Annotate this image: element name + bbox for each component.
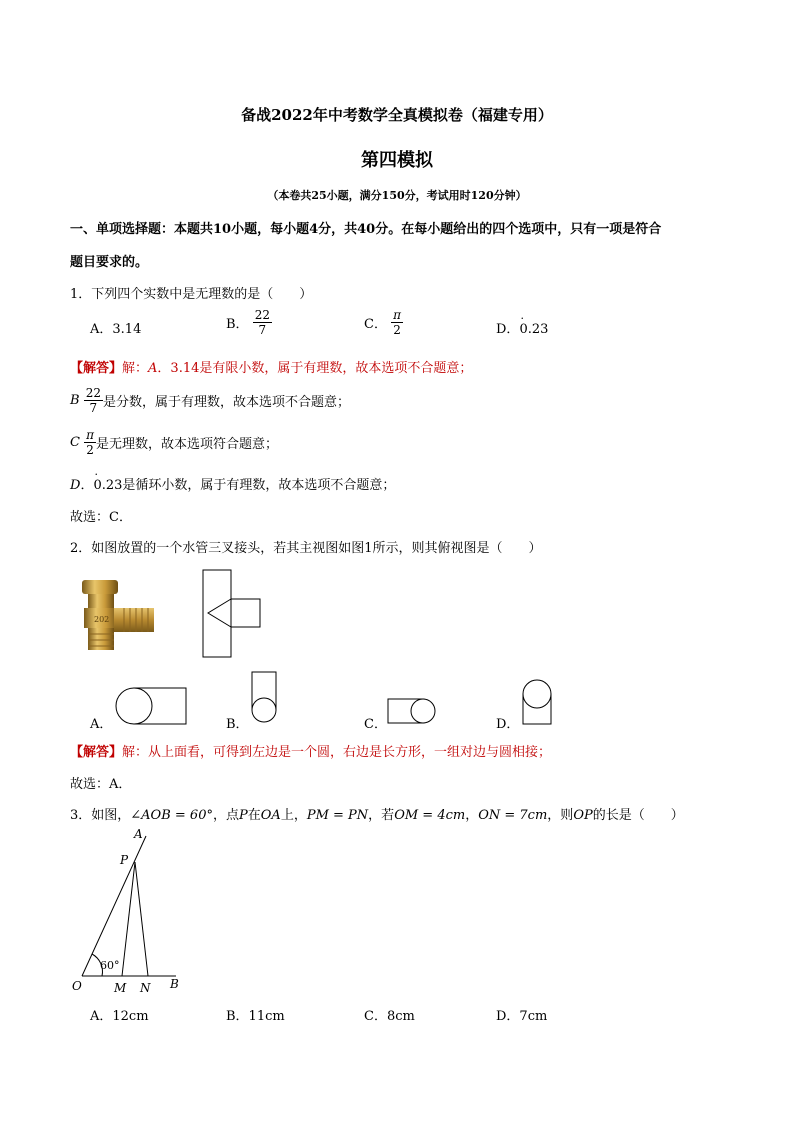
q1-option-c-fraction: [391, 308, 403, 337]
q2-option-a-figure: [114, 686, 190, 728]
q1-answer-c-text: 是无理数，故本选项符合题意；: [95, 437, 278, 452]
q3-stem-oa: OA: [260, 808, 281, 823]
q2-stem: 2．如图放置的一个水管三叉接头，若其主视图如图1所示，则其俯视图是（ ）: [70, 541, 542, 556]
q3-stem-part4: 上，: [280, 808, 307, 823]
q1-answer-b-fraction: [84, 386, 103, 415]
q1-answer-c-letter: C: [70, 435, 80, 450]
q3-stem-part5: ，若: [368, 808, 395, 823]
q1-option-d-label: D．: [496, 322, 520, 337]
q1-answer-b-text: 是分数，属于有理数，故本选项不合题意；: [102, 395, 350, 410]
q3-option-c: C．8cm: [364, 1009, 415, 1024]
label-m: M: [114, 981, 127, 995]
q1-answer-c-den: 2: [86, 443, 94, 457]
q1-answer-b-den: 7: [89, 401, 98, 415]
q2-front-view-figure: [200, 569, 264, 661]
q1-option-c-den: 2: [393, 323, 401, 337]
q2-option-c-figure: [386, 696, 438, 726]
section-heading-line1: 一、单项选择题：本题共10小题，每小题4分，共40分。在每小题给出的四个选项中，只有一项是符合: [70, 222, 662, 237]
q1-answer-d-value: · 0.23: [93, 478, 122, 493]
q2-option-b-label: B．: [226, 717, 249, 732]
q1-option-d: [496, 318, 548, 337]
q2-option-c-label: C．: [364, 717, 387, 732]
exam-note: （本卷共25小题，满分150分，考试用时120分钟）: [267, 189, 527, 202]
label-p: P: [120, 853, 129, 867]
q3-stem-eq2: OM = 4cm: [394, 808, 466, 823]
section-heading-line2: 题目要求的。: [70, 255, 149, 270]
q1-answer-c: [70, 428, 278, 457]
q2-option-b-figure: [250, 670, 280, 726]
q1-option-b-fraction: [253, 308, 272, 337]
q3-stem-part2: ，点: [212, 808, 239, 823]
q1-answer-c-fraction: [84, 428, 96, 457]
q1-answer-tag: 【解答】: [70, 361, 123, 376]
q2-answer: [70, 741, 551, 760]
q3-option-d: D．7cm: [496, 1009, 548, 1024]
q1-answer-c-num: π: [86, 428, 94, 442]
q1-option-b-den: 7: [258, 323, 267, 337]
q3-stem-part3: 在: [247, 808, 261, 823]
q3-option-a: A．12cm: [90, 1009, 149, 1024]
q2-answer-text: 解：从上面看，可得到左边是一个圆，右边是长方形，一组对边与圆相接；: [122, 745, 552, 760]
q3-stem-p: P: [239, 808, 248, 823]
label-angle-60: 60°: [100, 959, 120, 972]
q1-option-b-num: 22: [254, 308, 270, 322]
q1-answer-a-text: ．3.14是有限小数，属于有理数，故本选项不合题意；: [157, 361, 473, 376]
q1-answer-b-letter: B: [70, 393, 80, 408]
q1-option-a-value: 3.14: [112, 322, 142, 337]
q1-answer-a: [70, 357, 472, 376]
q2-answer-tag: 【解答】: [70, 745, 123, 760]
q2-option-d-figure: [520, 676, 554, 728]
q3-stem-eq3: ON = 7cm: [478, 808, 548, 823]
label-o: O: [72, 979, 82, 993]
q3-stem-eq1: PM = PN: [306, 808, 369, 823]
q1-option-a: [90, 318, 141, 337]
q1-stem: 1．下列四个实数中是无理数的是（ ）: [70, 287, 313, 302]
q2-option-a-label: A．: [90, 717, 113, 732]
q1-choice: 故选：C．: [70, 510, 132, 525]
q3-stem-op: OP: [573, 808, 593, 823]
q1-option-c-num: π: [393, 308, 401, 322]
q3-stem: [70, 804, 684, 823]
q3-stem-part1: 3．如图，: [70, 808, 131, 823]
label-b: B: [170, 977, 179, 991]
label-n: N: [140, 981, 151, 995]
pipe-fitting-stamp: 202: [94, 615, 110, 624]
q1-option-b: [226, 308, 272, 337]
q3-option-b: B．11cm: [226, 1009, 285, 1024]
q1-option-c: [364, 308, 403, 337]
q1-answer-d-letter: D: [70, 478, 81, 493]
document-subtitle: 第四模拟: [361, 150, 433, 171]
q2-option-d-label: D．: [496, 717, 520, 732]
q1-answer-d-text: 是循环小数，属于有理数，故本选项不合题意；: [122, 478, 396, 493]
q3-stem-part8: 的长是（ ）: [592, 808, 684, 823]
label-a: A: [134, 827, 143, 841]
q3-stem-part6: ，: [465, 808, 479, 823]
q1-option-a-label: A．: [90, 322, 113, 337]
q3-stem-part7: ，则: [547, 808, 574, 823]
q1-answer-b: [70, 386, 350, 415]
q1-answer-a-letter: A: [148, 361, 158, 376]
q1-answer-d: D．· 0.23是循环小数，属于有理数，故本选项不合题意；: [70, 474, 395, 493]
q1-answer-b-num: 22: [85, 386, 101, 400]
q2-choice: 故选：A．: [70, 777, 132, 792]
q1-answer-prefix: 解：: [122, 361, 149, 376]
q1-option-d-value: · 0.23: [519, 322, 548, 337]
q1-option-c-label: C．: [364, 317, 387, 332]
q3-triangle-figure: [66, 822, 196, 997]
q3-stem-angle: ∠AOB = 60°: [130, 808, 213, 823]
pipe-fitting-photo: [74, 578, 164, 658]
document-title: 备战2022年中考数学全真模拟卷（福建专用）: [241, 106, 553, 124]
q1-option-b-label: B．: [226, 317, 249, 332]
